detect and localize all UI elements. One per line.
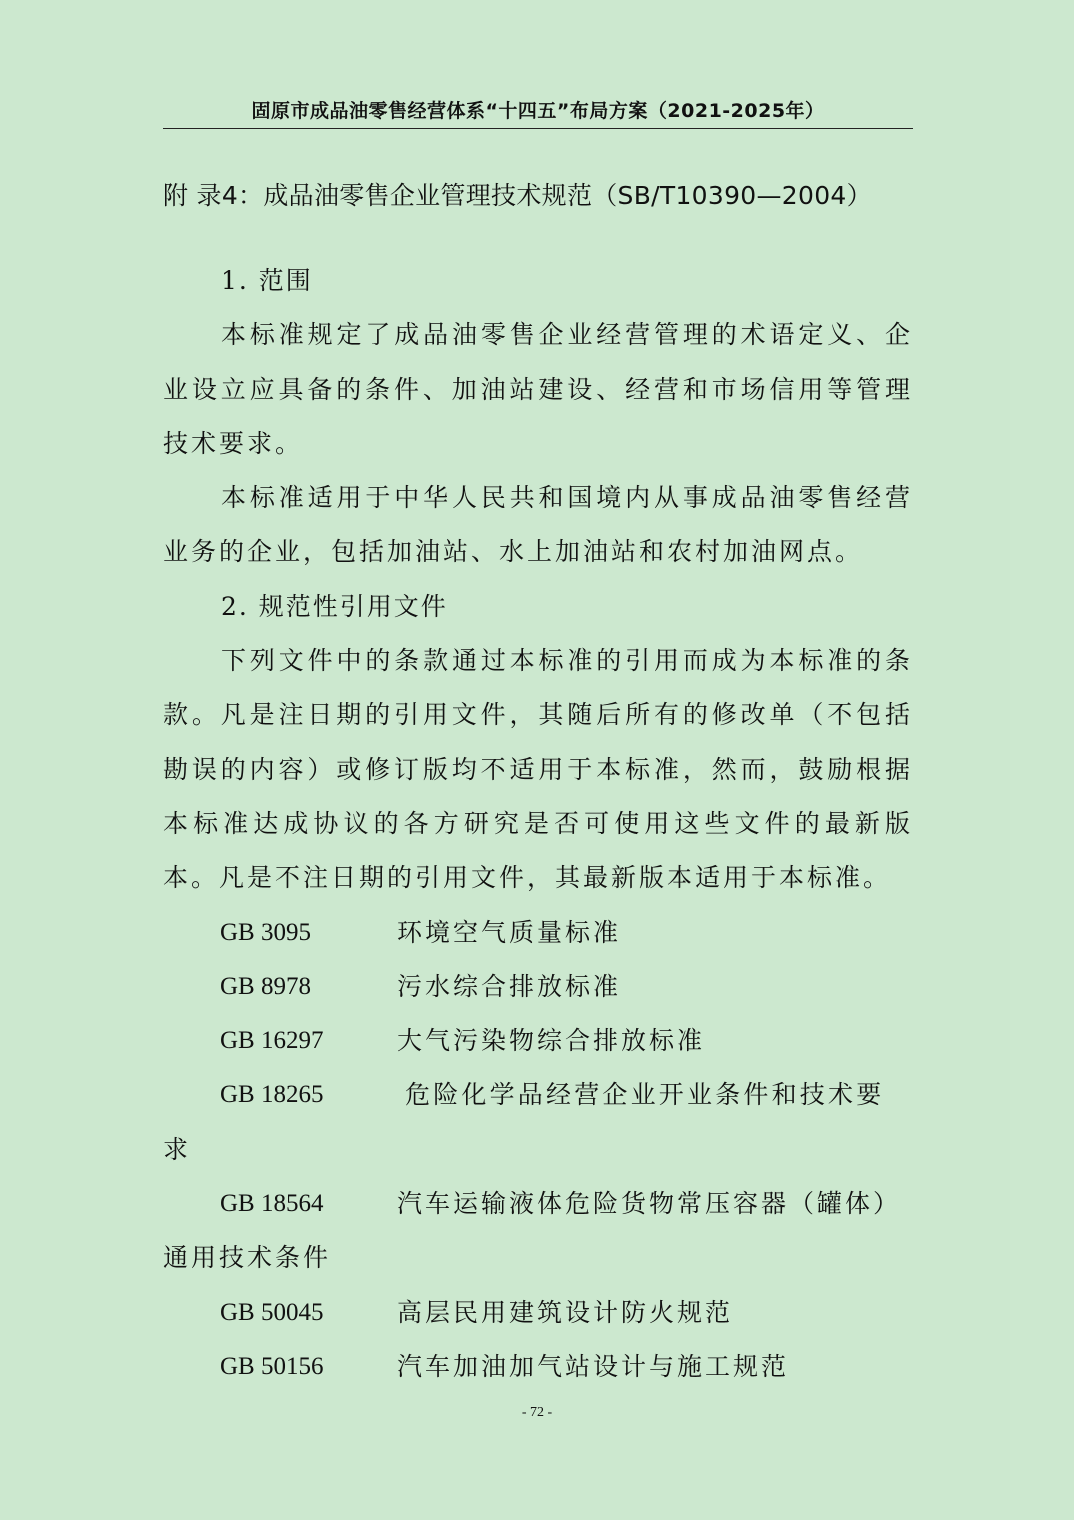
standard-row (163, 906, 913, 960)
standard-title: 高层民用建筑设计防火规范 (397, 1297, 734, 1327)
appendix-title: 附 录4：成品油零售企业管理技术规范（SB/T10390—2004） (163, 181, 872, 210)
standard-row (163, 1340, 913, 1394)
paragraph-references-1: 下列文件中的条款通过本标准的引用而成为本标准的条款。凡是注日期的引用文件，其随后所有的修改单（不包括勘误的内容）或修订版均不适用于本标准，然而，鼓励根据本标准达成协议的各方研究是否可使用这些文件的最新版本。凡是不注日期的引用文件，其最新版本适用于本标准。 (163, 646, 913, 893)
standard-title: 危险化学品经营企业开业条件和技术要 (405, 1080, 885, 1110)
standard-title: 汽车运输液体危险货物常压容器（罐体） (397, 1189, 902, 1219)
page-number: - 72 - (521, 1405, 553, 1420)
header-divider (163, 128, 913, 129)
standard-title-continuation: 通用技术条件 (163, 1243, 332, 1273)
standard-title: 汽车加油加气站设计与施工规范 (397, 1351, 790, 1381)
standard-code: GB 50045 (220, 1298, 324, 1326)
standard-row (163, 1177, 913, 1231)
standard-code: GB 3095 (220, 918, 311, 946)
paragraph-scope-2: 本标准适用于中华人民共和国境内从事成品油零售经营业务的企业，包括加油站、水上加油站和农村加油网点。 (163, 483, 913, 567)
standard-title: 大气污染物综合排放标准 (397, 1026, 706, 1056)
standard-code: GB 16297 (220, 1027, 324, 1055)
section-heading-scope: 1. 范围 (221, 266, 313, 295)
standard-row (163, 1068, 913, 1122)
standard-code: GB 18265 (220, 1081, 324, 1109)
standard-code: GB 18564 (220, 1190, 324, 1218)
paragraph-scope-1: 本标准规定了成品油零售企业经营管理的术语定义、企业设立应具备的条件、加油站建设、经营和市场信用等管理技术要求。 (163, 320, 913, 458)
standard-title: 环境空气质量标准 (397, 917, 622, 947)
standard-row (163, 1014, 913, 1068)
standard-code: GB 50156 (220, 1352, 324, 1380)
standard-row (163, 960, 913, 1014)
standard-title-continuation: 求 (163, 1134, 192, 1164)
standard-code: GB 8978 (220, 972, 311, 1000)
document-body (163, 254, 913, 1394)
standard-title: 污水综合排放标准 (397, 971, 622, 1001)
section-heading-references: 2. 规范性引用文件 (221, 591, 448, 621)
standard-row (163, 1286, 913, 1340)
running-header: 固原市成品油零售经营体系“十四五”布局方案（2021-2025年） (251, 100, 825, 122)
